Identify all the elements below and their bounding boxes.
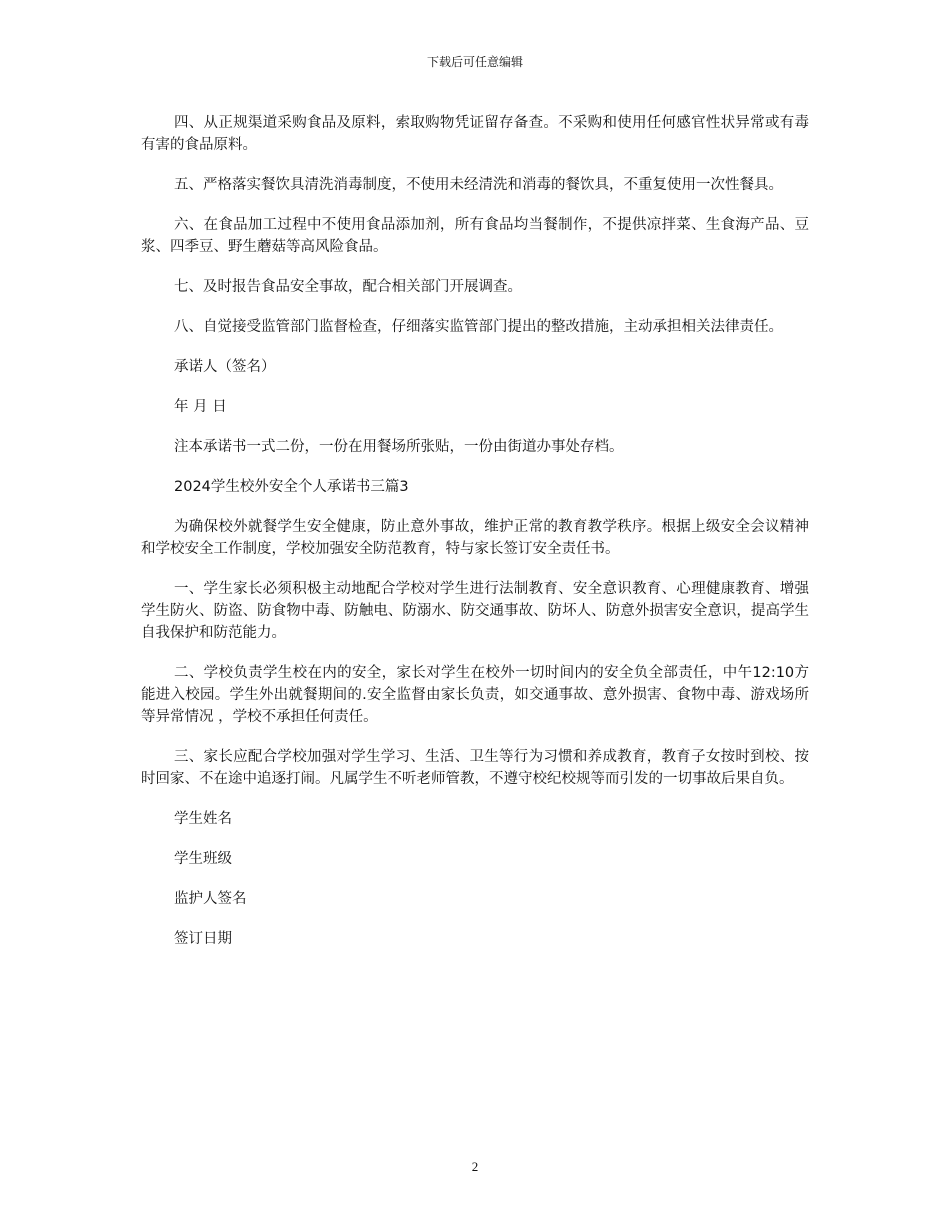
item-1: 一、学生家长必须积极主动地配合学校对学生进行法制教育、安全意识教育、心理健康教育、增强学生防火、防盗、防食物中毒、防触电、防溺水、防交通事故、防坏人、防意外损害安全意识，提高学生自我保护和防范能力。 [141, 581, 809, 641]
date-line: 年 月 日 [174, 399, 227, 415]
section-title: 2024学生校外安全个人承诺书三篇3 [174, 479, 409, 495]
page-header: 下载后可任意编辑 [426, 55, 523, 69]
clause-7: 七、及时报告食品安全事故，配合相关部门开展调查。 [174, 279, 522, 295]
student-class-line: 学生班级 [174, 851, 232, 867]
note-line: 注本承诺书一式二份，一份在用餐场所张贴，一份由街道办事处存档。 [174, 439, 624, 455]
item-2: 二、学校负责学生校在内的安全，家长对学生在校外一切时间内的安全负全部责任，中午12:10方能进入校园。学生外出就餐期间的.安全监督由家长负责，如交通事故、意外损害、食物中毒、游戏场所等异常情况 ，学校不承担任何责任。 [141, 665, 809, 725]
clause-5: 五、严格落实餐饮具清洗消毒制度，不使用未经清洗和消毒的餐饮具，不重复使用一次性餐具。 [174, 177, 783, 193]
intro-paragraph: 为确保校外就餐学生安全健康，防止意外事故，维护正常的教育教学秩序。根据上级安全会议精神和学校安全工作制度，学校加强安全防范教育，特与家长签订安全责任书。 [141, 519, 809, 557]
student-name-line: 学生姓名 [174, 811, 232, 827]
guardian-signature-line: 监护人签名 [174, 891, 247, 907]
clause-4: 四、从正规渠道采购食品及原料，索取购物凭证留存备查。不采购和使用任何感官性状异常或有毒有害的食品原料。 [141, 115, 809, 153]
signer-line: 承诺人（签名） [174, 359, 276, 375]
page-number: 2 [471, 1159, 479, 1174]
document-body [141, 112, 809, 968]
clause-6: 六、在食品加工过程中不使用食品添加剂，所有食品均当餐制作，不提供凉拌菜、生食海产品、豆浆、四季豆、野生蘑菇等高风险食品。 [141, 217, 809, 255]
item-3: 三、家长应配合学校加强对学生学习、生活、卫生等行为习惯和养成教育，教育子女按时到校、按时回家、不在途中追逐打闹。凡属学生不听老师管教，不遵守校纪校规等而引发的一切事故后果自负。 [141, 749, 809, 787]
clause-8: 八、自觉接受监管部门监督检查，仔细落实监管部门提出的整改措施，主动承担相关法律责任。 [174, 319, 783, 335]
signing-date-line: 签订日期 [174, 931, 232, 947]
